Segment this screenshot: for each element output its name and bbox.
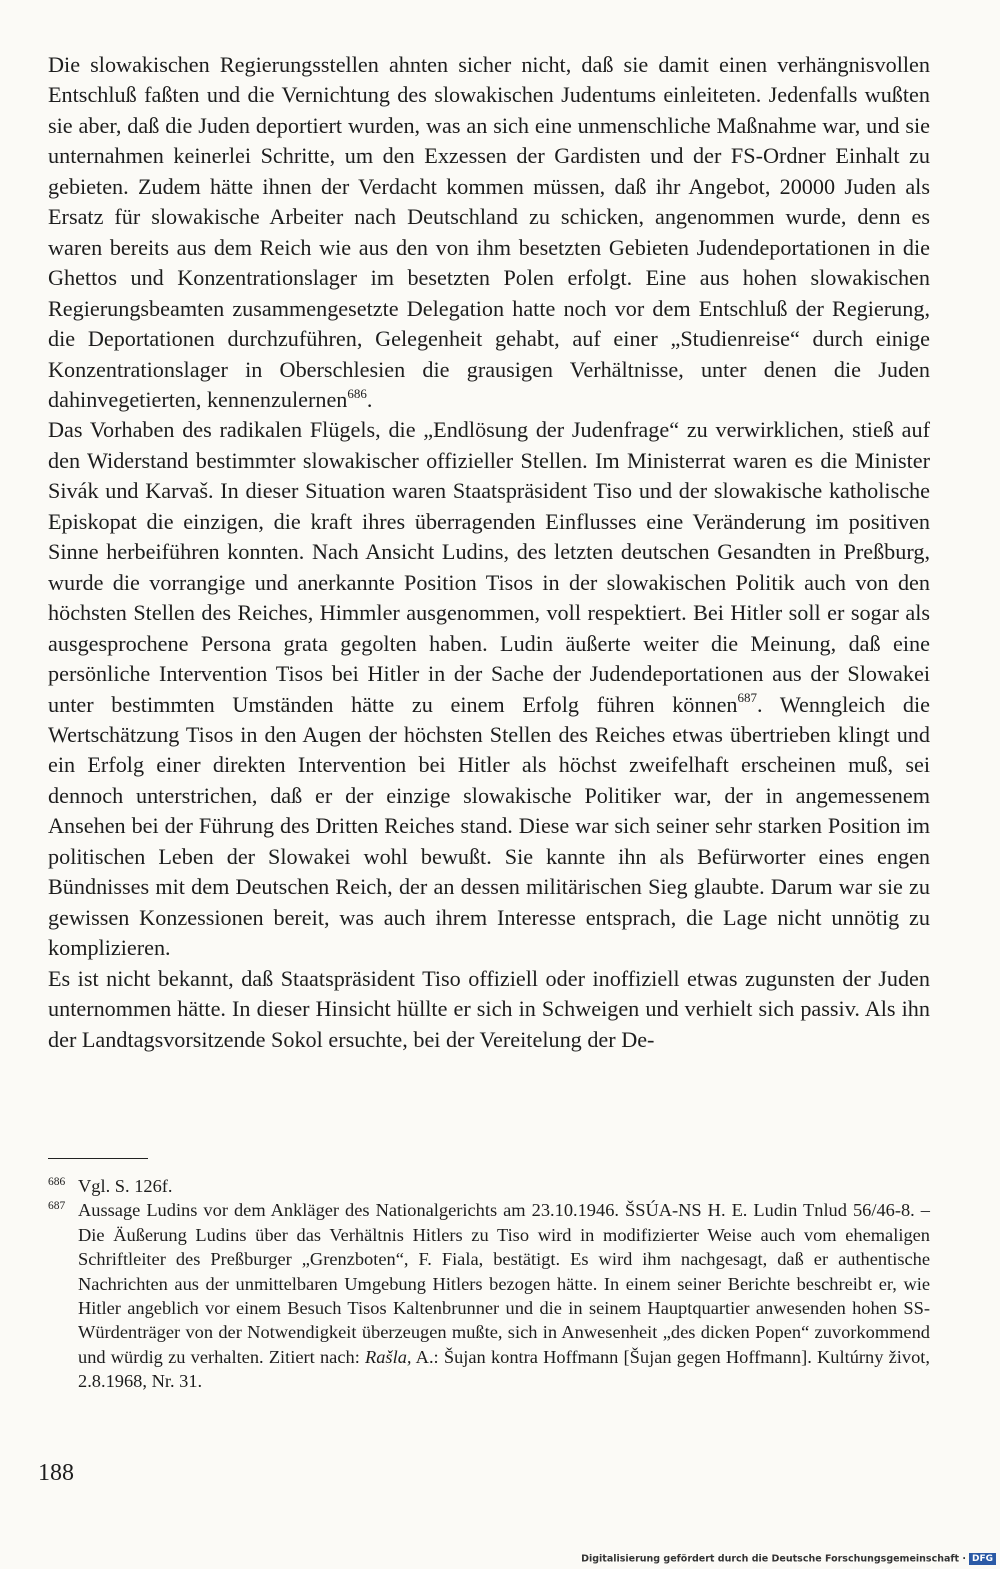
- footnote-text: Vgl. S. 126f.: [78, 1176, 173, 1196]
- paragraph-1: [48, 50, 930, 415]
- credit-text: Digitalisierung gefördert durch die Deutsche Forschungsgemeinschaft ·: [581, 1553, 966, 1565]
- footnote-number: 687: [48, 1200, 66, 1213]
- footnote-ref-686[interactable]: 686: [347, 385, 367, 401]
- paragraph-tail: .: [366, 386, 373, 412]
- page-number: 188: [38, 1460, 74, 1486]
- paragraph-text: Die slowakischen Regierungsstellen ahnten sicher nicht, daß sie damit einen verhängnisvollen Entschluß faßten und die Vernichtung des slowakischen Judentums einleiteten. Jedenfalls wußten sie aber, daß die Juden deportiert wurden, was an sich eine unmenschliche Maßnahme war, und sie unternahmen keinerlei Schritte, um den Exzessen der Gardisten und der FS-Ordner Einhalt zu gebieten. Zudem hätte ihnen der Verdacht kommen müssen, daß ihr Angebot, 20000 Juden als Ersatz für slowakische Arbeiter nach Deutschland zu schicken, angenommen wurde, denn es waren bereits aus dem Reich wie aus den von ihm besetzten Gebieten Judendeportationen in die Ghettos und Konzentrationslager im besetzten Polen erfolgt. Eine aus hohen slowakischen Regierungsbeamten zusammengesetzte Delegation hatte noch vor dem Entschluß der Regierung, die Deportationen durchzuführen, Gelegenheit gehabt, auf einer „Studienreise“ durch einige Konzentrationslager in Oberschlesien die grausigen Verhältnisse, unter denen die Juden dahinvegetierten, kennenzulernen: [48, 52, 930, 412]
- digitization-credit: [581, 1553, 996, 1565]
- paragraph-text: Es ist nicht bekannt, daß Staatspräsident Tiso offiziell oder inoffiziell etwas zugunsten der Juden unternommen hätte. In dieser Hinsicht hüllte er sich in Schweigen und verhielt sich passiv. Als ihn der Landtagsvorsitzende Sokol ersuchte, bei der Vereitelung der De-: [48, 965, 930, 1052]
- paragraph-3: [48, 964, 930, 1055]
- footnote-686: [48, 1174, 930, 1198]
- footnote-author: Rašla,: [365, 1346, 412, 1367]
- main-text: [48, 50, 930, 1055]
- footnote-ref-687[interactable]: 687: [737, 690, 758, 706]
- footnote-text: Aussage Ludins vor dem Ankläger des Nationalgerichts am 23.10.1946. ŠSÚA-NS H. E. Ludin Tnlud 56/46-8. – Die Äußerung Ludins über das Verhältnis Hitlers zu Tiso wird in modifizierter Weise auch vom ehemaligen Schriftleiter des Preßburger „Grenzboten“, F. Fiala, bestätigt. Es wird ihm nachgesagt, daß er authentische Nachrichten aus der unmittelbaren Umgebung Hitlers bezogen hätte. In einem seiner Berichte beschreibt er, wie Hitler angeblich vor einem Besuch Tisos Kaltenbrunner und die in seinem Hauptquartier anwesenden hohen SS-Würdenträger von der Notwendigkeit überzeugen mußte, sich in Anwesenheit „des dicken Popen“ zuvorkommend und würdig zu verhalten. Zitiert nach:: [78, 1200, 930, 1367]
- dfg-logo: DFG: [969, 1553, 996, 1565]
- footnote-divider: [48, 1158, 148, 1159]
- footnote-number: 686: [48, 1176, 66, 1188]
- paragraph-tail: . Wenngleich die Wertschätzung Tisos in den Augen der höchsten Stellen des Reiches etwas übertrieben klingt und ein Erfolg einer direkten Intervention bei Hitler als höchst zweifelhaft erscheinen muß, sei dennoch unterstrichen, daß er der einzige slowakische Politiker war, der in angemessenem Ansehen bei der Führung des Dritten Reiches stand. Diese war sich seiner sehr starken Position im politischen Leben der Slowakei wohl bewußt. Sie kannte ihn als Befürworter eines engen Bündnisses mit dem Deutschen Reich, der an dessen militärischen Sieg glaubte. Darum war sie zu gewissen Konzessionen bereit, was auch ihrem Interesse entsprach, die Lage nicht unnötig zu komplizieren.: [48, 691, 930, 961]
- paragraph-text: Das Vorhaben des radikalen Flügels, die „Endlösung der Judenfrage“ zu verwirklichen, stieß auf den Widerstand bestimmter slowakischer offizieller Stellen. Im Ministerrat waren es die Minister Sivák und Karvaš. In dieser Situation waren Staatspräsident Tiso und der slowakische katholische Episkopat die einzigen, die kraft ihres überragenden Einflusses eine Veränderung im positiven Sinne herbeiführen konnten. Nach Ansicht Ludins, des letzten deutschen Gesandten in Preßburg, wurde die vorrangige und anerkannte Position Tisos in der slowakischen Politik auch von den höchsten Stellen des Reiches, Himmler ausgenommen, voll respektiert. Bei Hitler soll er sogar als ausgesprochene Persona grata gegolten haben. Ludin äußerte weiter die Meinung, daß eine persönliche Intervention Tisos bei Hitler in der Sache der Judendeportationen aus der Slowakei unter bestimmten Umständen hätte zu einem Erfolg führen können: [48, 417, 930, 717]
- footnote-rest: A.: Šujan kontra Hoffmann [Šujan gegen Hoffmann]. Kultúrny život, 2.8.1968, Nr. 31.: [78, 1346, 930, 1392]
- footnotes: [48, 1174, 930, 1394]
- paragraph-2: [48, 415, 930, 963]
- footnote-687: [48, 1198, 930, 1393]
